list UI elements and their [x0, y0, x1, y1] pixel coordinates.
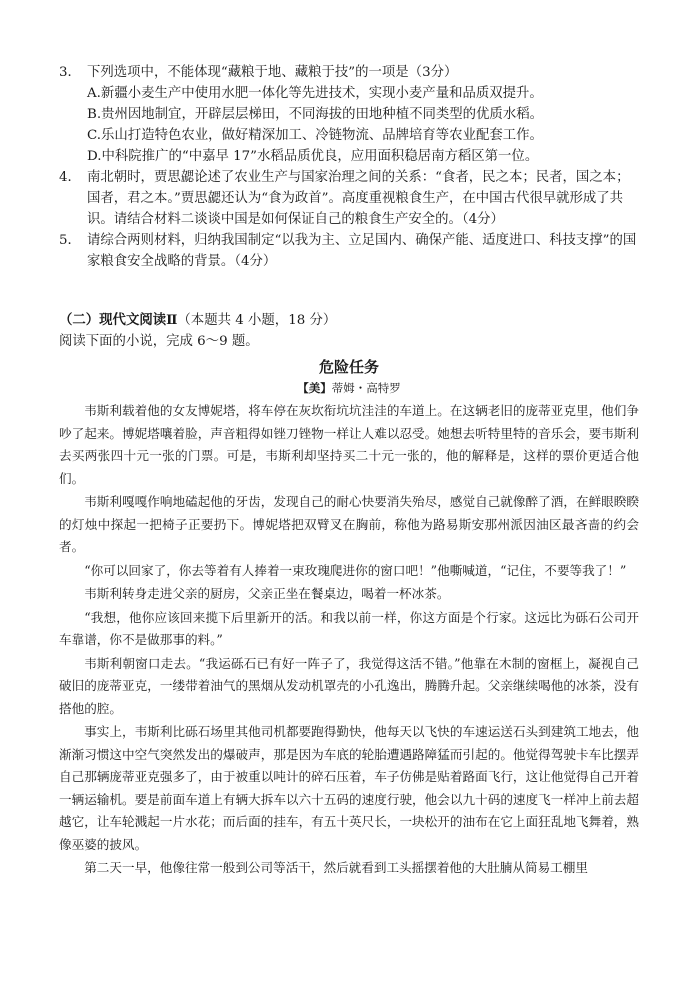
- section-instruction: 阅读下面的小说，完成 6～9 题。: [59, 334, 259, 349]
- question-text: 南北朝时，贾思勰论述了农业生产与国家治理之间的关系：“食者，民之本；民者，国之本；国者，君之本。”贾思勰还认为“食为政首”。高度重视粮食生产，在中国古代很早就形成了共识。请结合材料二谈谈中国是如何保证自己的粮食生产安全的。（4分）: [87, 170, 630, 227]
- author-nationality: 【美】: [297, 381, 332, 395]
- story-paragraph: 第二天一早，他像往常一般到公司等活干，然后就看到工头摇摆着他的大肚腩从简易工棚里: [84, 860, 588, 875]
- option-b: B.贵州因地制宜，开辟层层梯田，不同海拔的田地种植不同类型的优质水稻。: [87, 107, 543, 122]
- story-paragraph: 韦斯利嘎嘎作响地磕起他的牙齿，发现自己的耐心快要消失殆尽，感觉自己就像醉了酒，在鲜眼睽睽的灯烛中探起一把椅子正要扔下。博妮塔把双臂叉在胸前，称他为路易斯安那州派因油区最吝啬的约会者。: [59, 494, 639, 554]
- section-heading-bold: （二）现代文阅读Ⅱ: [59, 312, 178, 328]
- section-heading-detail: （本题共 4 小题，18 分）: [177, 313, 337, 328]
- story-paragraph: 韦斯利转身走进父亲的厨房，父亲正坐在餐桌边，喝着一杯冰茶。: [84, 586, 450, 601]
- question-number: 4．: [59, 170, 81, 185]
- question-text: 请综合两则材料，归纳我国制定“以我为主、立足国内、确保产能、适度进口、科技支撑”的国家粮食安全战略的背景。（4分）: [87, 233, 637, 269]
- question-text: 下列选项中，不能体现“藏粮于地、藏粮于技”的一项是（3分）: [87, 65, 458, 80]
- question-number: 3．: [59, 65, 81, 80]
- section-heading: [59, 310, 639, 331]
- question-3: [59, 62, 639, 83]
- question-number: 5．: [59, 233, 81, 248]
- story-paragraph: “你可以回家了，你去等着有人捧着一束玫瑰爬进你的窗口吧！”他嘶喊道，“记住，不要等我了！”: [84, 562, 627, 578]
- question-4: [59, 167, 639, 230]
- option-a: A.新疆小麦生产中使用水肥一体化等先进技术，实现小麦产量和品质双提升。: [87, 86, 543, 101]
- option-c: C.乐山打造特色农业，做好精深加工、冷链物流、品牌培育等农业配套工作。: [87, 128, 543, 143]
- question-5: [59, 230, 639, 272]
- story-paragraph: “我想，他你应该回来揽下后里新开的活。和我以前一样，你这方面是个行家。这远比为砾石公司开车靠谱，你不是做那事的料。”: [59, 609, 639, 647]
- section-spacer: [59, 272, 639, 310]
- author-name: 蒂姆・高特罗: [331, 381, 401, 395]
- story-paragraph: 事实上，韦斯利比砾石场里其他司机都要跑得勤快，他每天以飞快的车速运送石头到建筑工地去，他渐渐习惯这中空气突然发出的爆破声，那是因为车底的轮胎遭遇路障猛而引起的。他觉得驾驶卡车比摆弄自己那辆庞蒂亚克强多了，由于被重以吨计的碎石压着，车子仿佛是贴着路面飞行，这让他觉得自己开着一辆运输机。要是前面车道上有辆大拆车以六十五码的速度行驶，他会以九十码的速度飞一样冲上前去超越它，让车轮溅起一片水花；而后面的挂车，有五十英尺长，一块松开的油布在它上面狂乱地飞舞着，熟像巫婆的披风。: [59, 724, 639, 852]
- story-title: 危险任务: [318, 358, 379, 376]
- story-paragraph: 韦斯利朝窗口走去。“我运砾石已有好一阵子了，我觉得这活不错。”他靠在木制的窗框上，凝视自己破旧的庞蒂亚克，一缕带着油气的黑烟从发动机罩壳的小孔逸出，腾腾升起。父亲继续喝他的冰茶，没有搭他的腔。: [59, 655, 639, 716]
- option-d: D.中科院推广的“中嘉早 17”水稻品质优良，应用面积稳居南方稻区第一位。: [87, 149, 539, 164]
- story-author: [59, 378, 639, 398]
- story-paragraph: 韦斯利载着他的女友博妮塔，将车停在灰坎衔坑坑洼洼的车道上。在这辆老旧的庞蒂亚克里，他们争吵了起来。博妮塔嚷着脸，声音粗得如锉刀锉物一样让人难以忍受。她想去听特里特的音乐会，要韦斯利去买两张四十元一张的门票。可是，韦斯利却坚持买二十元一张的，他的解释是，这样的票价更适合他们。: [59, 403, 639, 486]
